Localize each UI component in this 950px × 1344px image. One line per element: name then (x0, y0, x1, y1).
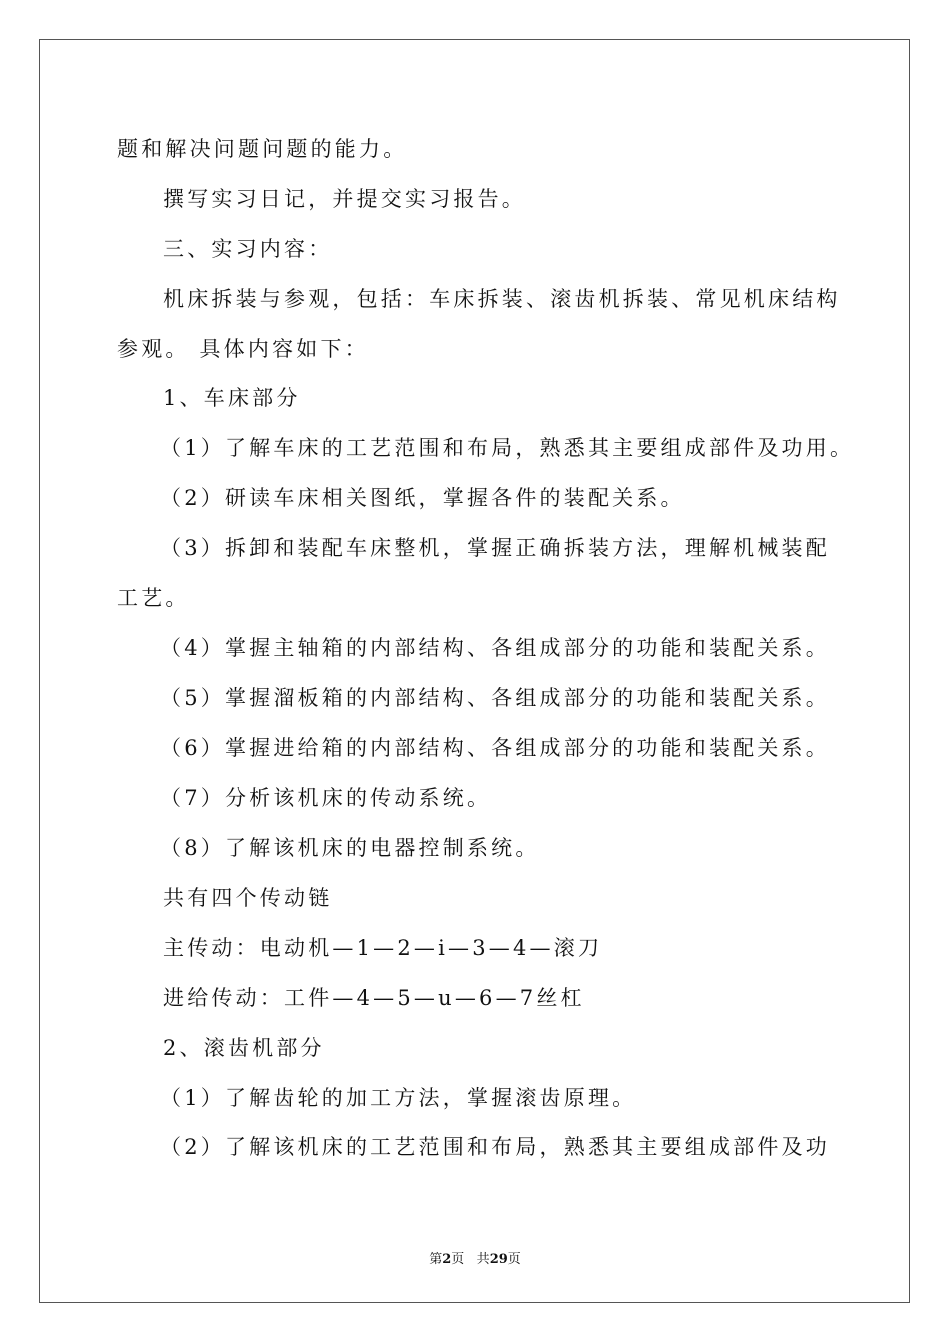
page-footer (0, 1248, 950, 1267)
footer-page-unit: 页 (451, 1252, 465, 1267)
list-item: （3）拆卸和装配车床整机，掌握正确拆装方法，理解机械装配 (160, 536, 830, 560)
footer-total-pages: 29 (489, 1252, 508, 1267)
list-item: （6）掌握进给箱的内部结构、各组成部分的功能和装配关系。 (160, 736, 830, 760)
page-frame (39, 39, 910, 1303)
text-line: 工艺。 (117, 586, 190, 610)
list-item: （2）了解该机床的工艺范围和布局，熟悉其主要组成部件及功 (160, 1135, 830, 1159)
footer-prefix: 第 (429, 1252, 443, 1267)
list-item: （7）分析该机床的传动系统。 (160, 786, 492, 810)
list-item: （1）了解齿轮的加工方法，掌握滚齿原理。 (160, 1086, 637, 1110)
text-line: 共有四个传动链 (163, 886, 333, 910)
subsection-heading: 1、车床部分 (163, 386, 301, 410)
footer-total-unit: 页 (507, 1252, 521, 1267)
list-item: （1）了解车床的工艺范围和布局，熟悉其主要组成部件及功用。 (160, 436, 855, 460)
section-heading: 三、实习内容： (163, 237, 333, 261)
list-item: （5）掌握溜板箱的内部结构、各组成部分的功能和装配关系。 (160, 686, 830, 710)
text-line: 进给传动：工件—4—5—u—6—7丝杠 (163, 986, 585, 1010)
text-line: 题和解决问题问题的能力。 (117, 137, 408, 161)
footer-total-prefix: 共 (476, 1252, 490, 1267)
list-item: （4）掌握主轴箱的内部结构、各组成部分的功能和装配关系。 (160, 636, 830, 660)
subsection-heading: 2、滚齿机部分 (163, 1036, 325, 1060)
text-line: 撰写实习日记，并提交实习报告。 (163, 187, 526, 211)
text-line: 主传动：电动机—1—2—i—3—4—滚刀 (163, 936, 603, 960)
text-line: 机床拆装与参观，包括：车床拆装、滚齿机拆装、常见机床结构 (163, 287, 841, 311)
list-item: （2）研读车床相关图纸，掌握各件的装配关系。 (160, 486, 685, 510)
text-line: 参观。 具体内容如下： (117, 337, 369, 361)
list-item: （8）了解该机床的电器控制系统。 (160, 836, 540, 860)
footer-page-number: 2 (442, 1252, 452, 1267)
